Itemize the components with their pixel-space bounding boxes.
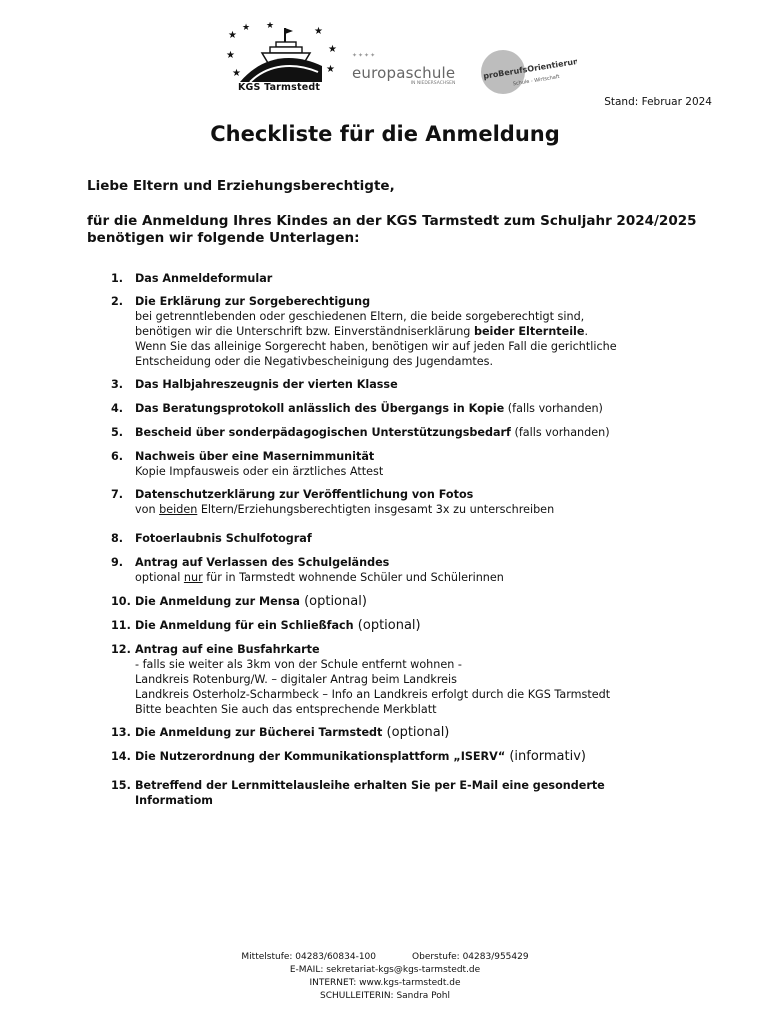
item-number: 6.: [111, 450, 124, 463]
item-number: 14.: [111, 750, 131, 763]
checklist-item: [87, 642, 707, 717]
item-title-continued: Informatiom: [135, 794, 213, 807]
item-title: Betreffend der Lernmittelausleihe erhalten Sie per E-Mail eine gesonderte: [135, 779, 605, 792]
item-detail-text: von: [135, 503, 160, 516]
item-detail: Landkreis Rotenburg/W. – digitaler Antrag beim Landkreis: [135, 673, 457, 686]
item-detail-text: benötigen wir die Unterschrift bzw. Einverständniserklärung: [135, 325, 474, 338]
item-title: Fotoerlaubnis Schulfotograf: [135, 532, 312, 545]
item-note: (falls vorhanden): [510, 426, 610, 439]
item-detail: Bitte beachten Sie auch das entsprechende Merkblatt: [135, 703, 437, 716]
checklist-item: [87, 377, 707, 392]
item-title: Die Anmeldung zur Bücherei Tarmstedt: [135, 726, 383, 739]
item-note: (informativ): [505, 749, 586, 764]
checklist-item: [87, 425, 707, 440]
eu-stars-icon: ✦✦✦✦: [352, 52, 377, 59]
item-detail: Kopie Impfausweis oder ein ärztliches Attest: [135, 465, 384, 478]
checklist-item: [87, 294, 707, 369]
item-detail-underlined: nur: [183, 571, 203, 584]
item-detail: Landkreis Osterholz-Scharmbeck – Info an Landkreis erfolgt durch die KGS Tarmstedt: [135, 688, 611, 701]
footer-internet: INTERNET: www.kgs-tarmstedt.de: [309, 978, 461, 988]
item-title: Datenschutzerklärung zur Veröffentlichung von Fotos: [135, 488, 474, 501]
item-number: 2.: [111, 295, 124, 308]
svg-text:★: ★: [314, 26, 323, 37]
footer: [0, 951, 770, 1003]
europa-logo-text: europaschule: [352, 64, 456, 82]
checklist-item: [87, 594, 707, 609]
item-number: 10.: [111, 595, 131, 608]
header-logos: [222, 22, 582, 102]
item-detail: - falls sie weiter als 3km von der Schule entfernt wohnen -: [135, 658, 462, 671]
page-title: Checkliste für die Anmeldung: [210, 122, 560, 146]
item-number: 11.: [111, 619, 131, 632]
item-number: 5.: [111, 426, 124, 439]
item-detail: [135, 502, 707, 517]
checklist-item: [87, 555, 707, 585]
item-number: 7.: [111, 488, 124, 501]
item-detail-text: für in Tarmstedt wohnende Schüler und Schülerinnen: [202, 571, 504, 584]
item-title: Die Erklärung zur Sorgeberechtigung: [135, 295, 371, 308]
checklist-item: [87, 401, 707, 416]
checklist-item: [87, 449, 707, 479]
item-detail-emphasis: beider Elternteile: [473, 325, 585, 338]
checklist-item: [87, 725, 707, 740]
item-number: 12.: [111, 643, 131, 656]
item-title: Nachweis über eine Masernimmunität: [135, 450, 375, 463]
pbo-logo-text: proBerufsOrientierung!: [482, 55, 577, 81]
item-title: Das Beratungsprotokoll anlässlich des Übergangs in Kopie: [135, 402, 505, 415]
item-detail-text: Eltern/Erziehungsberechtigten insgesamt 3x zu unterschreiben: [197, 503, 555, 516]
intro-text: für die Anmeldung Ihres Kindes an der KGS Tarmstedt zum Schuljahr 2024/2025 benötigen wir folgende Unterlagen:: [87, 213, 697, 246]
europa-logo-sub: IN NIEDERSACHSEN: [410, 81, 456, 86]
kgs-logo: [222, 22, 352, 100]
checklist: [87, 271, 707, 808]
svg-text:★: ★: [266, 22, 275, 31]
item-note: (optional): [353, 618, 421, 633]
checklist-item: [87, 618, 707, 633]
svg-text:★: ★: [228, 30, 237, 41]
item-title: Die Anmeldung zur Mensa: [135, 595, 300, 608]
kgs-logo-text: KGS Tarmstedt: [238, 82, 321, 93]
item-title: Antrag auf eine Busfahrkarte: [135, 643, 320, 656]
svg-text:★: ★: [326, 64, 335, 75]
item-number: 9.: [111, 556, 124, 569]
europaschule-logo: [352, 52, 456, 86]
footer-phones: [0, 951, 770, 964]
item-title: Das Anmeldeformular: [135, 272, 273, 285]
item-title: Bescheid über sonderpädagogischen Unterstützungsbedarf: [135, 426, 511, 439]
item-title: Das Halbjahreszeugnis der vierten Klasse: [135, 378, 398, 391]
footer-email: E-MAIL: sekretariat-kgs@kgs-tarmstedt.de: [289, 965, 481, 975]
item-detail: Wenn Sie das alleinige Sorgerecht haben, benötigen wir auf jeden Fall die gerichtliche: [135, 340, 617, 353]
item-detail-text: optional: [135, 571, 184, 584]
checklist-item: [87, 531, 707, 546]
item-note: (optional): [382, 725, 450, 740]
checklist-item: [87, 487, 707, 517]
pbo-badge-icon: [477, 46, 577, 96]
svg-text:★: ★: [232, 68, 241, 79]
checklist-item: [87, 271, 707, 286]
item-detail: bei getrenntlebenden oder geschiedenen Eltern, die beide sorgeberechtigt sind,: [135, 310, 585, 323]
item-detail: [135, 570, 707, 585]
item-number: 13.: [111, 726, 131, 739]
item-number: 4.: [111, 402, 124, 415]
svg-text:★: ★: [226, 50, 235, 61]
greeting: Liebe Eltern und Erziehungsberechtigte,: [87, 178, 395, 194]
item-note: (optional): [299, 594, 367, 609]
item-title: Die Anmeldung für ein Schließfach: [135, 619, 354, 632]
item-detail: Entscheidung oder die Negativbescheinigung des Jugendamtes.: [135, 355, 494, 368]
item-detail-text: .: [584, 325, 589, 338]
item-number: 1.: [111, 272, 124, 285]
footer-schulleiterin: SCHULLEITERIN: Sandra Pohl: [320, 991, 450, 1001]
item-title: Die Nutzerordnung der Kommunikationsplattform „ISERV“: [135, 750, 506, 763]
item-number: 3.: [111, 378, 124, 391]
item-detail: [135, 324, 707, 339]
item-detail-underlined: beiden: [159, 503, 198, 516]
footer-phone-mittelstufe: Mittelstufe: 04283/60834-100: [241, 952, 377, 962]
pbo-logo-sub: Schule - Wirtschaft: [512, 74, 560, 88]
stand-date: Stand: Februar 2024: [604, 96, 712, 108]
kgs-ship-icon: [222, 22, 352, 84]
svg-text:★: ★: [242, 23, 251, 33]
item-title: Antrag auf Verlassen des Schulgeländes: [135, 556, 390, 569]
item-note: (falls vorhanden): [504, 402, 603, 415]
proberufsorientierung-logo: [477, 46, 577, 96]
checklist-item: [87, 778, 707, 808]
item-number: 15.: [111, 779, 131, 792]
item-number: 8.: [111, 532, 124, 545]
footer-phone-oberstufe: Oberstufe: 04283/955429: [412, 952, 529, 962]
svg-text:★: ★: [328, 44, 337, 55]
checklist-item: [87, 749, 707, 764]
